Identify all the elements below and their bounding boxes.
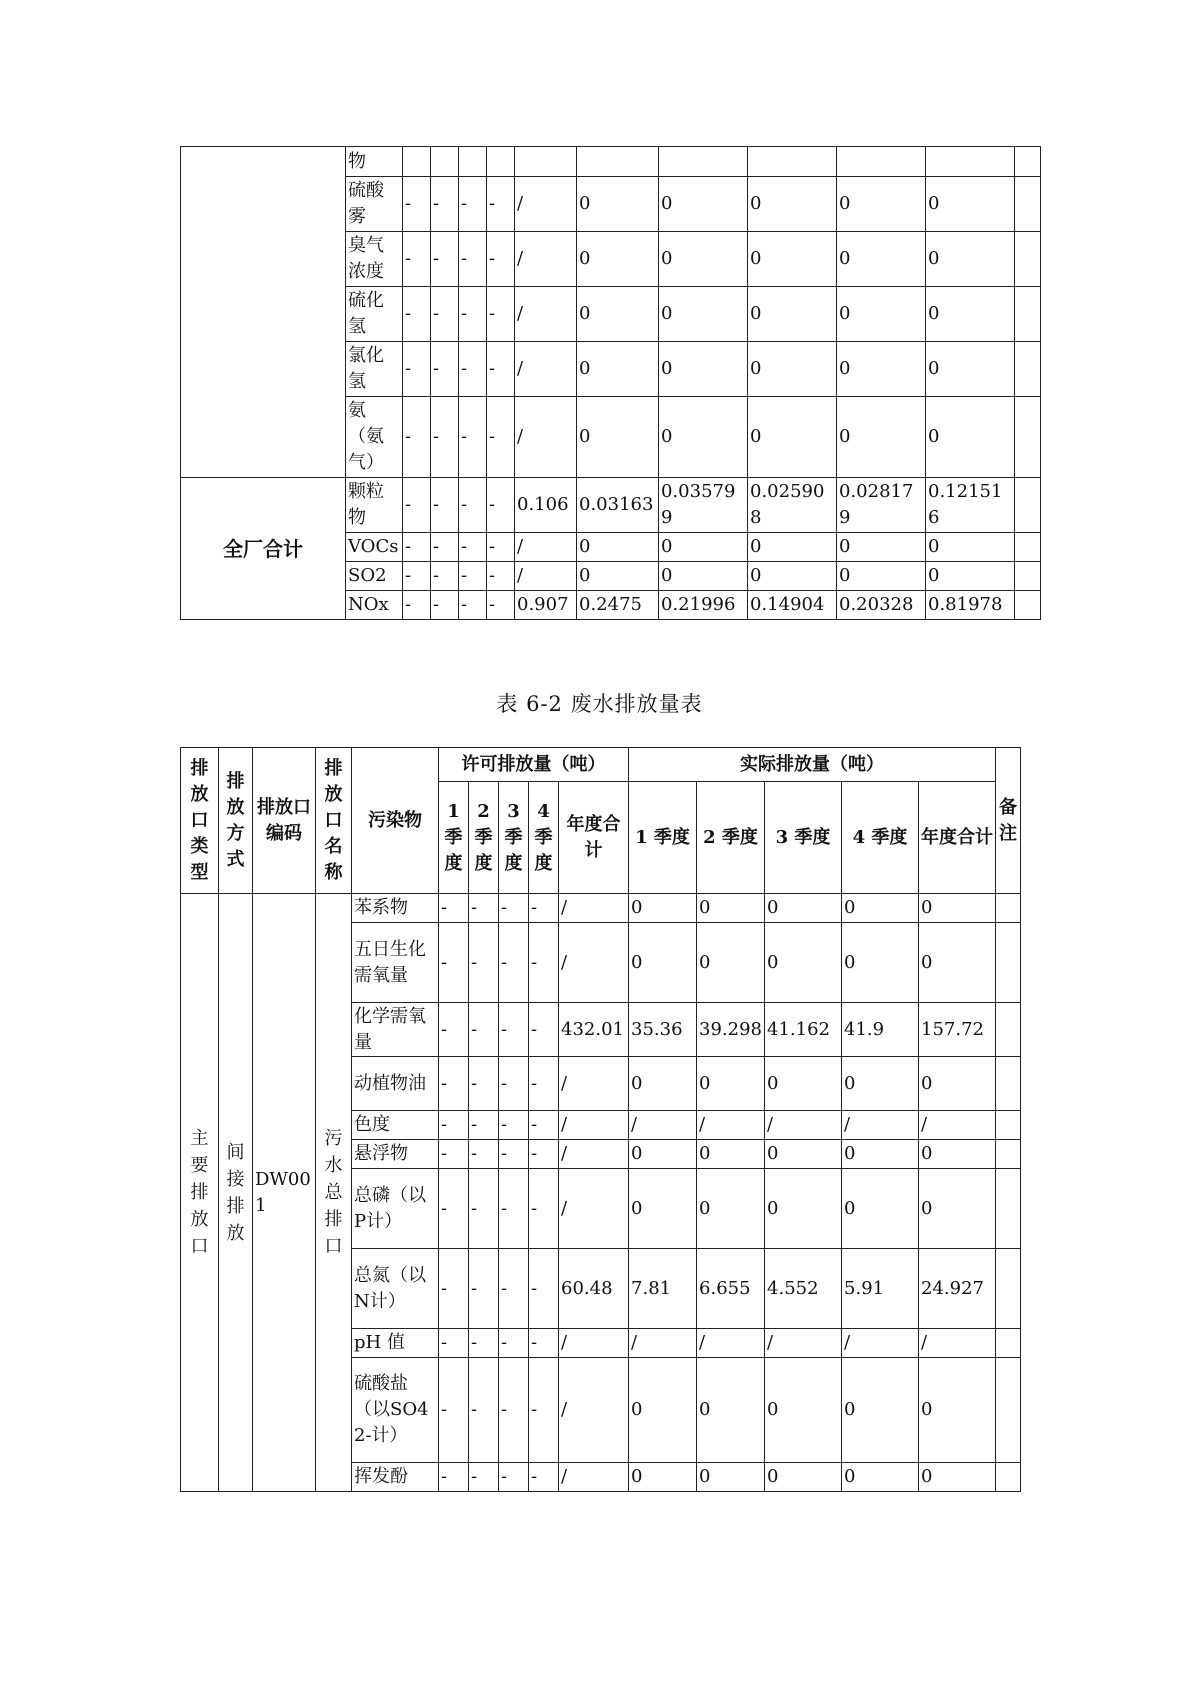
actual-value-cell: 0 — [926, 342, 1015, 397]
permit-total-cell: 0.106 — [515, 478, 577, 533]
actual-value-cell: 0.21996 — [659, 591, 748, 620]
permit-quarter-cell: - — [459, 591, 487, 620]
actual-value-cell: 0 — [748, 533, 837, 562]
actual-value-cell: 0 — [577, 177, 659, 232]
actual-value-cell: 0 — [697, 894, 765, 923]
permit-quarter-cell: - — [487, 232, 515, 287]
permit-total-cell: 432.01 — [559, 1003, 629, 1057]
actual-value-cell: 0 — [659, 533, 748, 562]
permit-quarter-cell: - — [403, 232, 431, 287]
actual-value-cell: 0 — [926, 177, 1015, 232]
actual-value-cell: / — [842, 1111, 919, 1140]
actual-value-cell: 0 — [697, 1358, 765, 1463]
actual-value-cell: 0.025908 — [748, 478, 837, 533]
permit-quarter-cell: - — [529, 1003, 559, 1057]
actual-value-cell: 0.81978 — [926, 591, 1015, 620]
permit-quarter-cell: - — [469, 1358, 499, 1463]
actual-value-cell — [926, 147, 1015, 177]
remark-cell — [1015, 147, 1041, 177]
permit-quarter-cell: - — [529, 1358, 559, 1463]
permit-quarter-cell: - — [431, 533, 459, 562]
permit-quarter-cell: - — [469, 1329, 499, 1358]
remark-cell — [1015, 397, 1041, 478]
header-outlet-code: 排放口编码 — [253, 748, 316, 894]
permit-total-cell: / — [559, 1169, 629, 1249]
permit-total-cell: / — [515, 397, 577, 478]
permit-quarter-cell: - — [459, 177, 487, 232]
permit-quarter-cell: - — [529, 923, 559, 1003]
actual-value-cell: 0 — [748, 232, 837, 287]
pollutant-cell: 颗粒物 — [346, 478, 403, 533]
permit-quarter-cell: - — [459, 232, 487, 287]
permit-quarter-cell: - — [499, 894, 529, 923]
actual-value-cell: 0 — [765, 1169, 842, 1249]
permit-quarter-cell: - — [529, 1140, 559, 1169]
actual-value-cell: 0 — [697, 1463, 765, 1492]
permit-quarter-cell: - — [403, 397, 431, 478]
permit-total-cell: 60.48 — [559, 1249, 629, 1329]
permit-quarter-cell: - — [439, 1463, 469, 1492]
actual-value-cell: 0 — [837, 397, 926, 478]
actual-value-cell: 0 — [629, 1169, 697, 1249]
permit-total-cell: / — [515, 287, 577, 342]
actual-value-cell: 0 — [765, 1140, 842, 1169]
actual-value-cell — [748, 147, 837, 177]
header-permit-total: 年度合计 — [559, 782, 629, 894]
actual-value-cell — [577, 147, 659, 177]
outlet-name-cell: 污水总排口 — [316, 894, 352, 1492]
actual-value-cell: 0 — [919, 1463, 996, 1492]
permit-quarter-cell: - — [529, 1329, 559, 1358]
remark-cell — [1015, 591, 1041, 620]
actual-value-cell: 0 — [842, 1358, 919, 1463]
actual-value-cell: 0 — [748, 562, 837, 591]
permit-quarter-cell: - — [499, 923, 529, 1003]
permit-total-cell: / — [559, 1329, 629, 1358]
actual-value-cell: 7.81 — [629, 1249, 697, 1329]
remark-cell — [996, 1463, 1021, 1492]
permit-quarter-cell: - — [487, 562, 515, 591]
pollutant-cell: 化学需氧量 — [352, 1003, 439, 1057]
permit-quarter-cell: - — [499, 1329, 529, 1358]
actual-value-cell: / — [842, 1329, 919, 1358]
permit-quarter-cell: - — [403, 562, 431, 591]
actual-value-cell: 0 — [919, 1358, 996, 1463]
pollutant-cell: NOx — [346, 591, 403, 620]
pollutant-cell: 物 — [346, 147, 403, 177]
actual-value-cell: 0.035799 — [659, 478, 748, 533]
permit-quarter-cell: - — [403, 533, 431, 562]
remark-cell — [1015, 342, 1041, 397]
permit-quarter-cell: - — [403, 177, 431, 232]
wastewater-emission-table — [180, 747, 1021, 1492]
permit-quarter-cell: - — [499, 1111, 529, 1140]
remark-cell — [1015, 562, 1041, 591]
permit-total-cell: / — [559, 1463, 629, 1492]
actual-value-cell: 0 — [926, 562, 1015, 591]
permit-quarter-cell: - — [529, 1057, 559, 1111]
actual-value-cell: 35.36 — [629, 1003, 697, 1057]
actual-value-cell: 0 — [842, 923, 919, 1003]
actual-value-cell: 0 — [577, 533, 659, 562]
actual-value-cell: 0 — [926, 533, 1015, 562]
actual-value-cell: 0 — [748, 397, 837, 478]
permit-quarter-cell: - — [403, 342, 431, 397]
pollutant-cell: 动植物油 — [352, 1057, 439, 1111]
actual-value-cell: 0 — [842, 1169, 919, 1249]
outlet-type-cell: 主要排放口 — [181, 894, 219, 1492]
header-actual-group: 实际排放量（吨） — [629, 748, 996, 782]
actual-value-cell: 0 — [842, 894, 919, 923]
actual-value-cell: 0 — [697, 923, 765, 1003]
permit-total-cell: / — [559, 1358, 629, 1463]
actual-value-cell: / — [629, 1111, 697, 1140]
permit-quarter-cell: - — [529, 1463, 559, 1492]
pollutant-cell: 色度 — [352, 1111, 439, 1140]
actual-value-cell: 41.9 — [842, 1003, 919, 1057]
actual-value-cell: 0 — [748, 177, 837, 232]
actual-value-cell: 0.028179 — [837, 478, 926, 533]
actual-value-cell: 0 — [837, 287, 926, 342]
actual-value-cell: 0 — [837, 232, 926, 287]
actual-value-cell: 0 — [919, 1057, 996, 1111]
permit-quarter-cell: - — [439, 1140, 469, 1169]
permit-quarter-cell: - — [487, 397, 515, 478]
actual-value-cell: 0 — [577, 287, 659, 342]
permit-quarter-cell: - — [469, 923, 499, 1003]
permit-quarter-cell: - — [431, 397, 459, 478]
outlet-group-cell — [181, 147, 346, 478]
permit-quarter-cell: - — [403, 287, 431, 342]
actual-value-cell: 0 — [629, 1463, 697, 1492]
table-caption: 表 6-2 废水排放量表 — [496, 692, 703, 716]
actual-value-cell: 0 — [748, 287, 837, 342]
actual-value-cell: 0 — [926, 287, 1015, 342]
actual-value-cell: 0.20328 — [837, 591, 926, 620]
actual-value-cell: 0 — [659, 177, 748, 232]
pollutant-cell: 硫化氢 — [346, 287, 403, 342]
actual-value-cell: 0 — [842, 1057, 919, 1111]
actual-value-cell: 0 — [765, 923, 842, 1003]
permit-quarter-cell: - — [469, 1111, 499, 1140]
remark-cell — [1015, 287, 1041, 342]
permit-quarter-cell: - — [439, 894, 469, 923]
remark-cell — [996, 1003, 1021, 1057]
remark-cell — [996, 894, 1021, 923]
permit-quarter-cell — [403, 147, 431, 177]
actual-value-cell: 0 — [629, 1140, 697, 1169]
actual-value-cell: 0 — [919, 923, 996, 1003]
plant-total-label: 全厂合计 — [181, 478, 346, 620]
permit-total-cell — [515, 147, 577, 177]
header-permit-group: 许可排放量（吨） — [439, 748, 629, 782]
permit-quarter-cell: - — [439, 1057, 469, 1111]
actual-value-cell: 0.121516 — [926, 478, 1015, 533]
permit-quarter-cell: - — [469, 1463, 499, 1492]
pollutant-cell: 挥发酚 — [352, 1463, 439, 1492]
permit-quarter-cell: - — [431, 478, 459, 533]
actual-value-cell: 0 — [919, 1140, 996, 1169]
pollutant-cell: 五日生化需氧量 — [352, 923, 439, 1003]
actual-value-cell: 0 — [629, 1358, 697, 1463]
discharge-mode-cell: 间接排放 — [219, 894, 253, 1492]
actual-value-cell: 0 — [629, 894, 697, 923]
actual-value-cell: 0 — [765, 1358, 842, 1463]
permit-total-cell: / — [559, 1140, 629, 1169]
permit-quarter-cell: - — [403, 478, 431, 533]
permit-quarter-cell: - — [431, 591, 459, 620]
actual-value-cell: 0 — [697, 1169, 765, 1249]
header-actual-total: 年度合计 — [919, 782, 996, 894]
header-actual-q4: 4 季度 — [842, 782, 919, 894]
pollutant-cell: 硫酸雾 — [346, 177, 403, 232]
actual-value-cell: 0 — [577, 342, 659, 397]
header-remark: 备注 — [996, 748, 1021, 894]
permit-total-cell: / — [515, 232, 577, 287]
permit-quarter-cell: - — [487, 533, 515, 562]
permit-quarter-cell: - — [431, 232, 459, 287]
permit-quarter-cell: - — [439, 1329, 469, 1358]
actual-value-cell: 0 — [837, 562, 926, 591]
permit-quarter-cell: - — [469, 1249, 499, 1329]
actual-value-cell: 0 — [837, 342, 926, 397]
actual-value-cell: 0 — [659, 232, 748, 287]
pollutant-cell: 总氮（以N计） — [352, 1249, 439, 1329]
permit-total-cell: / — [515, 562, 577, 591]
actual-value-cell: / — [629, 1329, 697, 1358]
actual-value-cell: / — [697, 1329, 765, 1358]
actual-value-cell: 157.72 — [919, 1003, 996, 1057]
pollutant-cell: 氨（氨气） — [346, 397, 403, 478]
remark-cell — [1015, 478, 1041, 533]
permit-total-cell: / — [559, 1111, 629, 1140]
actual-value-cell: 4.552 — [765, 1249, 842, 1329]
remark-cell — [996, 1169, 1021, 1249]
permit-total-cell: / — [515, 342, 577, 397]
actual-value-cell: 6.655 — [697, 1249, 765, 1329]
actual-value-cell: 0 — [629, 923, 697, 1003]
actual-value-cell: 0.2475 — [577, 591, 659, 620]
remark-cell — [1015, 177, 1041, 232]
permit-quarter-cell: - — [439, 1111, 469, 1140]
actual-value-cell: 0 — [919, 894, 996, 923]
header-discharge-mode: 排放方式 — [219, 748, 253, 894]
permit-quarter-cell: - — [459, 287, 487, 342]
actual-value-cell: 24.927 — [919, 1249, 996, 1329]
actual-value-cell: 0 — [919, 1169, 996, 1249]
permit-quarter-cell: - — [499, 1003, 529, 1057]
permit-quarter-cell: - — [499, 1140, 529, 1169]
wastewater-table-body — [181, 894, 1021, 1492]
actual-value-cell: 0 — [765, 1057, 842, 1111]
permit-quarter-cell: - — [469, 894, 499, 923]
actual-value-cell: 39.298 — [697, 1003, 765, 1057]
actual-value-cell — [837, 147, 926, 177]
actual-value-cell: 0.03163 — [577, 478, 659, 533]
actual-value-cell: / — [919, 1111, 996, 1140]
permit-quarter-cell: - — [469, 1169, 499, 1249]
remark-cell — [1015, 232, 1041, 287]
remark-cell — [996, 1057, 1021, 1111]
permit-total-cell: 0.907 — [515, 591, 577, 620]
actual-value-cell — [659, 147, 748, 177]
pollutant-cell: 硫酸盐（以SO42-计） — [352, 1358, 439, 1463]
permit-quarter-cell: - — [431, 562, 459, 591]
actual-value-cell: / — [765, 1111, 842, 1140]
permit-quarter-cell: - — [499, 1057, 529, 1111]
permit-quarter-cell: - — [459, 397, 487, 478]
permit-quarter-cell: - — [459, 533, 487, 562]
table-row — [181, 147, 1041, 177]
permit-quarter-cell: - — [487, 342, 515, 397]
remark-cell — [996, 1111, 1021, 1140]
table-row — [181, 894, 1021, 923]
pollutant-cell: 悬浮物 — [352, 1140, 439, 1169]
permit-quarter-cell — [431, 147, 459, 177]
actual-value-cell: 0 — [629, 1057, 697, 1111]
permit-quarter-cell: - — [499, 1358, 529, 1463]
pollutant-cell: pH 值 — [352, 1329, 439, 1358]
actual-value-cell: 0 — [697, 1140, 765, 1169]
actual-value-cell: 0 — [577, 397, 659, 478]
permit-quarter-cell: - — [499, 1169, 529, 1249]
air-emission-table-continued — [180, 146, 1041, 620]
pollutant-cell: 臭气浓度 — [346, 232, 403, 287]
permit-quarter-cell — [487, 147, 515, 177]
actual-value-cell: 41.162 — [765, 1003, 842, 1057]
permit-quarter-cell: - — [403, 591, 431, 620]
permit-quarter-cell — [459, 147, 487, 177]
permit-quarter-cell: - — [439, 1249, 469, 1329]
actual-value-cell: 0 — [926, 232, 1015, 287]
actual-value-cell: 0 — [842, 1140, 919, 1169]
actual-value-cell: 0 — [748, 342, 837, 397]
permit-quarter-cell: - — [431, 342, 459, 397]
actual-value-cell: 0 — [697, 1057, 765, 1111]
permit-quarter-cell: - — [439, 1003, 469, 1057]
actual-value-cell: 0 — [659, 342, 748, 397]
remark-cell — [996, 1249, 1021, 1329]
permit-quarter-cell: - — [459, 342, 487, 397]
actual-value-cell: 0 — [659, 287, 748, 342]
remark-cell — [996, 1140, 1021, 1169]
actual-value-cell: 0 — [842, 1463, 919, 1492]
permit-total-cell: / — [515, 177, 577, 232]
actual-value-cell: 0 — [659, 397, 748, 478]
header-pollutant: 污染物 — [352, 748, 439, 894]
actual-value-cell: 0 — [837, 177, 926, 232]
actual-value-cell: 0 — [837, 533, 926, 562]
permit-quarter-cell: - — [499, 1463, 529, 1492]
permit-quarter-cell: - — [487, 287, 515, 342]
permit-quarter-cell: - — [487, 177, 515, 232]
permit-quarter-cell: - — [529, 894, 559, 923]
pollutant-cell: 总磷（以P计） — [352, 1169, 439, 1249]
permit-quarter-cell: - — [487, 591, 515, 620]
pollutant-cell: 苯系物 — [352, 894, 439, 923]
header-actual-q2: 2 季度 — [697, 782, 765, 894]
permit-total-cell: / — [559, 923, 629, 1003]
outlet-code-cell: DW001 — [253, 894, 316, 1492]
permit-quarter-cell: - — [529, 1169, 559, 1249]
air-emission-table-body — [181, 147, 1041, 620]
actual-value-cell: 0 — [765, 894, 842, 923]
header-outlet-type: 排放口类型 — [181, 748, 219, 894]
pollutant-cell: SO2 — [346, 562, 403, 591]
permit-quarter-cell: - — [431, 287, 459, 342]
permit-quarter-cell: - — [469, 1057, 499, 1111]
header-outlet-name: 排放口名称 — [316, 748, 352, 894]
actual-value-cell: / — [765, 1329, 842, 1358]
permit-total-cell: / — [515, 533, 577, 562]
permit-quarter-cell: - — [487, 478, 515, 533]
permit-quarter-cell: - — [459, 478, 487, 533]
actual-value-cell: 0 — [577, 562, 659, 591]
permit-quarter-cell: - — [499, 1249, 529, 1329]
header-permit-q3: 3季度 — [499, 782, 529, 894]
remark-cell — [996, 1358, 1021, 1463]
header-permit-q4: 4季度 — [529, 782, 559, 894]
permit-quarter-cell: - — [469, 1140, 499, 1169]
permit-quarter-cell: - — [459, 562, 487, 591]
permit-total-cell: / — [559, 894, 629, 923]
actual-value-cell: 0.14904 — [748, 591, 837, 620]
actual-value-cell: 0 — [577, 232, 659, 287]
remark-cell — [1015, 533, 1041, 562]
header-permit-q1: 1季度 — [439, 782, 469, 894]
actual-value-cell: / — [919, 1329, 996, 1358]
remark-cell — [996, 923, 1021, 1003]
permit-quarter-cell: - — [431, 177, 459, 232]
actual-value-cell: 0 — [659, 562, 748, 591]
permit-quarter-cell: - — [439, 1169, 469, 1249]
pollutant-cell: 氯化氢 — [346, 342, 403, 397]
actual-value-cell: 0 — [765, 1463, 842, 1492]
permit-quarter-cell: - — [529, 1111, 559, 1140]
actual-value-cell: / — [697, 1111, 765, 1140]
actual-value-cell: 0 — [926, 397, 1015, 478]
pollutant-cell: VOCs — [346, 533, 403, 562]
permit-total-cell: / — [559, 1057, 629, 1111]
header-permit-q2: 2季度 — [469, 782, 499, 894]
table-row — [181, 478, 1041, 533]
actual-value-cell: 5.91 — [842, 1249, 919, 1329]
remark-cell — [996, 1329, 1021, 1358]
permit-quarter-cell: - — [469, 1003, 499, 1057]
permit-quarter-cell: - — [439, 1358, 469, 1463]
header-actual-q1: 1 季度 — [629, 782, 697, 894]
permit-quarter-cell: - — [439, 923, 469, 1003]
header-actual-q3: 3 季度 — [765, 782, 842, 894]
permit-quarter-cell: - — [529, 1249, 559, 1329]
